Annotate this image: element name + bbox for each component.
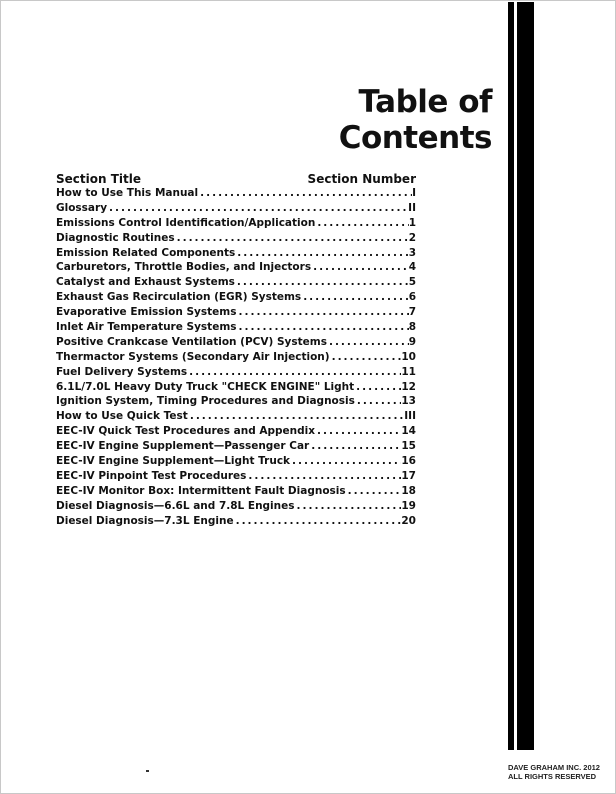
toc-entry-number: 7	[408, 306, 416, 319]
scan-speck	[146, 770, 149, 772]
toc-entry[interactable]	[56, 515, 416, 530]
toc-entry-label: Diagnostic Routines	[56, 231, 175, 244]
toc-entry-label: EEC-IV Engine Supplement—Light Truck	[56, 455, 291, 468]
toc-entry-label: EEC-IV Pinpoint Test Procedures	[56, 469, 247, 482]
toc-entry-leader-dots	[237, 321, 409, 333]
toc-entry-number: 5	[408, 276, 416, 289]
toc-entry[interactable]	[56, 395, 416, 410]
toc-entry-label: Emissions Control Identification/Application	[56, 216, 316, 229]
toc-entry-number: III	[404, 410, 416, 423]
toc-entry-label: Evaporative Emission Systems	[56, 306, 237, 319]
toc-entry[interactable]	[56, 217, 416, 232]
binding-spine-gap	[514, 2, 517, 750]
toc-entry-number: 10	[401, 350, 416, 363]
toc-entry[interactable]	[56, 261, 416, 276]
toc-entry-number: 16	[401, 455, 416, 468]
toc-entry[interactable]	[56, 381, 416, 396]
toc-entry-number: 6	[408, 291, 416, 304]
toc-entry-leader-dots	[346, 485, 402, 497]
copyright-line-2: ALL RIGHTS RESERVED	[508, 772, 597, 781]
toc-entry-label: Carburetors, Throttle Bodies, and Injectors	[56, 261, 312, 274]
toc-entry-label: Ignition System, Timing Procedures and Diagnosis	[56, 395, 355, 408]
toc-entry-label: How to Use This Manual	[56, 187, 199, 199]
toc-entry-number: 20	[401, 514, 416, 527]
toc-entry-number: 8	[408, 321, 416, 334]
toc-entry-number: 2	[408, 231, 416, 244]
toc-entry-number: 9	[408, 335, 416, 348]
toc-entry-number: 19	[401, 499, 416, 512]
toc-entry-number: 4	[408, 261, 416, 274]
toc-entry-leader-dots	[315, 217, 408, 229]
toc-entry-label: 6.1L/7.0L Heavy Duty Truck "CHECK ENGINE" Light	[56, 380, 355, 393]
toc-entry-leader-dots	[309, 440, 401, 452]
toc-entry[interactable]	[56, 336, 416, 351]
toc-entry-leader-dots	[187, 366, 401, 378]
toc-entry[interactable]	[56, 306, 416, 321]
toc-entry-label: Emission Related Components	[56, 246, 236, 259]
toc-entry-label: Diesel Diagnosis—6.6L and 7.8L Engines	[56, 499, 295, 512]
toc-header	[56, 170, 416, 186]
toc-entry[interactable]	[56, 410, 416, 425]
toc-entry[interactable]	[56, 500, 416, 515]
toc-entry-leader-dots	[315, 425, 401, 437]
toc-entry-number: 13	[401, 395, 416, 408]
toc-entry-leader-dots	[235, 276, 409, 288]
toc-entry-label: Exhaust Gas Recirculation (EGR) Systems	[56, 291, 302, 304]
toc-entry-label: Glossary	[56, 201, 108, 214]
toc-entry-leader-dots	[301, 291, 409, 303]
toc-entry-label: Positive Crankcase Ventilation (PCV) Systems	[56, 335, 327, 348]
toc-entry-number: II	[408, 201, 416, 214]
toc-entry[interactable]	[56, 276, 416, 291]
toc-entry-label: Fuel Delivery Systems	[56, 365, 188, 378]
copyright-line-1: DAVE GRAHAM INC. 2012	[508, 763, 600, 772]
toc-entry-leader-dots	[311, 261, 409, 273]
toc-entry-leader-dots	[234, 515, 402, 527]
toc-entry-label: EEC-IV Monitor Box: Intermittent Fault Diagnosis	[56, 484, 346, 497]
toc-entry-leader-dots	[107, 202, 408, 214]
toc-entry[interactable]	[56, 187, 416, 202]
toc-entry-leader-dots	[355, 395, 402, 407]
toc-entry[interactable]	[56, 247, 416, 262]
toc-entry-leader-dots	[236, 306, 408, 318]
toc-entry-number: 18	[401, 484, 416, 497]
toc-entry[interactable]	[56, 202, 416, 217]
toc-entry-number: 12	[401, 380, 416, 393]
toc-entry-label: Inlet Air Temperature Systems	[56, 321, 237, 334]
toc-entry-leader-dots	[327, 336, 409, 348]
toc-entry-label: Catalyst and Exhaust Systems	[56, 276, 235, 289]
toc-entry[interactable]	[56, 321, 416, 336]
toc-entry[interactable]	[56, 232, 416, 247]
toc-entry[interactable]	[56, 455, 416, 470]
toc-entry-leader-dots	[235, 247, 408, 259]
toc-entry-label: Thermactor Systems (Secondary Air Injection)	[56, 350, 330, 363]
toc-entry-label: Diesel Diagnosis—7.3L Engine	[56, 514, 234, 527]
table-of-contents	[56, 170, 416, 529]
binding-spine-bar	[508, 2, 534, 750]
toc-entry-leader-dots	[295, 500, 402, 512]
toc-entry-number: 1	[408, 216, 416, 229]
toc-entry-label: EEC-IV Engine Supplement—Passenger Car	[56, 440, 310, 453]
section-title-heading: Section Title	[56, 172, 141, 186]
toc-entry-leader-dots	[330, 351, 402, 363]
toc-entry-number: 14	[401, 425, 416, 438]
toc-entry-number: I	[412, 187, 416, 199]
toc-entry-label: How to Use Quick Test	[56, 410, 188, 423]
toc-entry-leader-dots	[246, 470, 401, 482]
toc-entry-label: EEC-IV Quick Test Procedures and Appendix	[56, 425, 316, 438]
toc-entry[interactable]	[56, 425, 416, 440]
toc-entry[interactable]	[56, 440, 416, 455]
toc-entries	[56, 187, 416, 529]
toc-entry-number: 3	[408, 246, 416, 259]
toc-entry-leader-dots	[354, 381, 401, 393]
toc-entry-number: 11	[401, 365, 416, 378]
toc-entry[interactable]	[56, 366, 416, 381]
toc-entry[interactable]	[56, 470, 416, 485]
toc-entry[interactable]	[56, 351, 416, 366]
section-number-heading: Section Number	[307, 172, 416, 186]
page-title: Table of Contents	[338, 84, 492, 156]
toc-entry[interactable]	[56, 291, 416, 306]
toc-entry-number: 17	[401, 469, 416, 482]
toc-entry-leader-dots	[175, 232, 409, 244]
copyright-footer	[508, 763, 608, 781]
toc-entry-leader-dots	[198, 187, 412, 199]
toc-entry-number: 15	[401, 440, 416, 453]
toc-entry[interactable]	[56, 485, 416, 500]
toc-entry-leader-dots	[188, 410, 404, 422]
toc-entry-leader-dots	[290, 455, 401, 467]
